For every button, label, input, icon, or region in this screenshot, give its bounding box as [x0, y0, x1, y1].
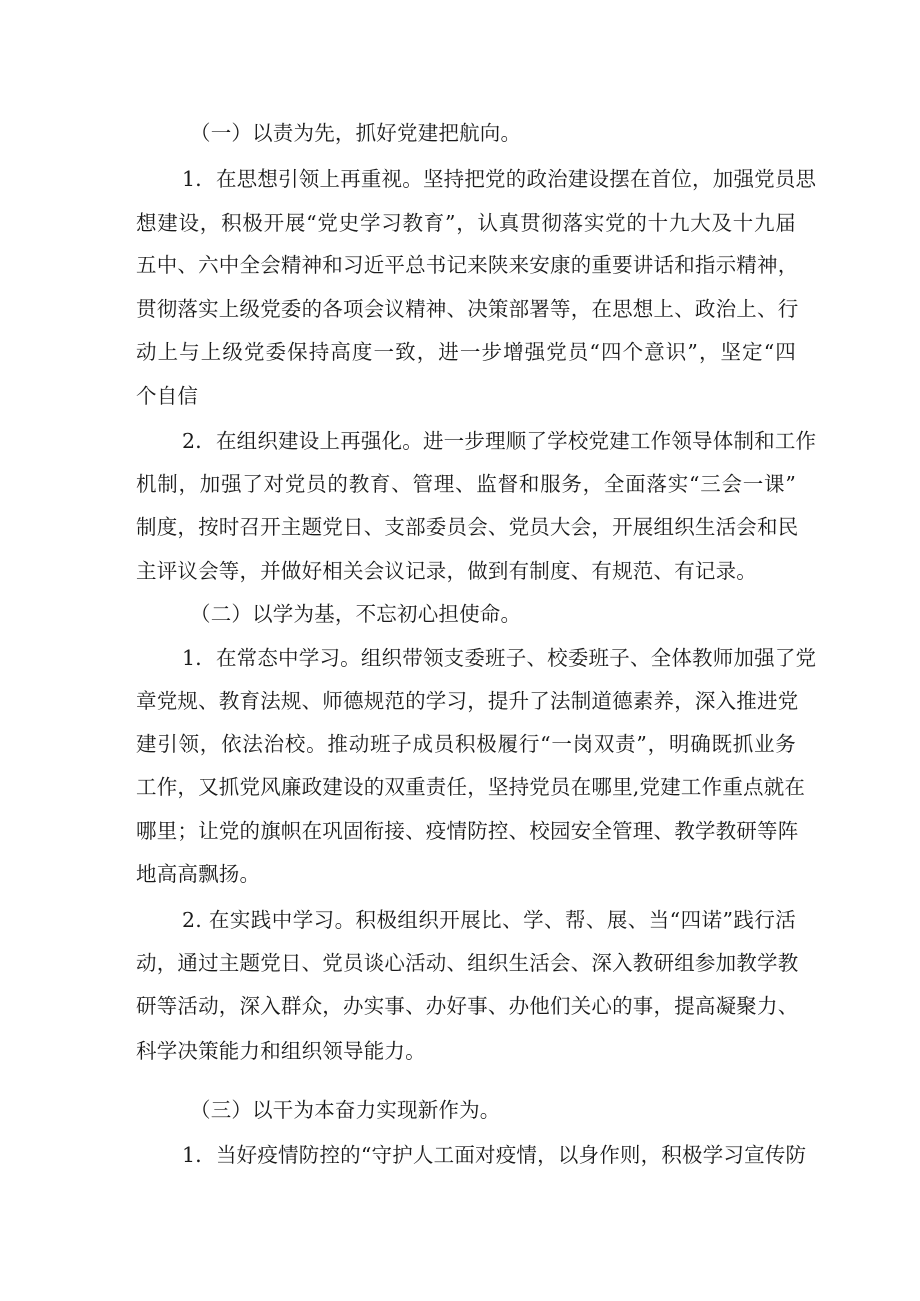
paragraph-line: 2. 在实践中学习。积极组织开展比、学、帮、展、当“四诺”践行活 [182, 908, 796, 932]
paragraph-line: 1．在常态中学习。组织带领支委班子、校委班子、全体教师加强了党 [182, 646, 817, 670]
section-heading-2: （二）以学为基，不忘初心担使命。 [190, 602, 522, 626]
paragraph-line: 个自信 [136, 384, 199, 408]
paragraph-line: 地高高飘扬。 [136, 862, 261, 886]
section-heading-1: （一）以责为先，抓好党建把航向。 [190, 121, 522, 145]
paragraph-line: 动，通过主题党日、党员谈心活动、组织生活会、深入教研组参加教学教 [136, 951, 799, 975]
paragraph-line: 哪里；让党的旗帜在巩固衔接、疫情防控、校园安全管理、教学教研等阵 [136, 819, 799, 843]
paragraph-line: 制度，按时召开主题党日、支部委员会、党员大会，开展组织生活会和民 [136, 515, 799, 539]
paragraph-line: 章党规、教育法规、师德规范的学习，提升了法制道德素养，深入推进党 [136, 689, 799, 713]
paragraph-line: 贯彻落实上级党委的各项会议精神、决策部署等，在思想上、政治上、行 [136, 297, 799, 321]
paragraph-line: 工作，又抓党风廉政建设的双重责任，坚持党员在哪里,党建工作重点就在 [136, 775, 806, 799]
paragraph-line: 1．当好疫情防控的“守护人工面对疫情，以身作则，积极学习宣传防 [182, 1143, 807, 1167]
paragraph-line: 动上与上级党委保持高度一致，进一步增强党员“四个意识”，坚定“四 [136, 340, 796, 364]
paragraph-line: 研等活动，深入群众，办实事、办好事、办他们关心的事，提高凝聚力、 [136, 994, 799, 1018]
paragraph-line: 建引领，依法治校。推动班子成员积极履行“一岗双责”，明确既抓业务 [136, 732, 796, 756]
paragraph-line: 主评议会等，并做好相关会议记录，做到有制度、有规范、有记录。 [136, 559, 757, 583]
paragraph-line: 机制，加强了对党员的教育、管理、监督和服务，全面落实“三会一课” [136, 472, 796, 496]
paragraph-line: 科学决策能力和组织领导能力。 [136, 1039, 426, 1063]
paragraph-line: 2．在组织建设上再强化。进一步理顺了学校党建工作领导体制和工作 [182, 429, 817, 453]
paragraph-line: 五中、六中全会精神和习近平总书记来陕来安康的重要讲话和指示精神， [136, 253, 799, 277]
paragraph-line: 想建设，积极开展“党史学习教育”，认真贯彻落实党的十九大及十九届 [136, 211, 796, 235]
section-heading-3: （三）以干为本奋力实现新作为。 [190, 1098, 501, 1122]
paragraph-line: 1．在思想引领上再重视。坚持把党的政治建设摆在首位，加强党员思 [182, 167, 817, 191]
